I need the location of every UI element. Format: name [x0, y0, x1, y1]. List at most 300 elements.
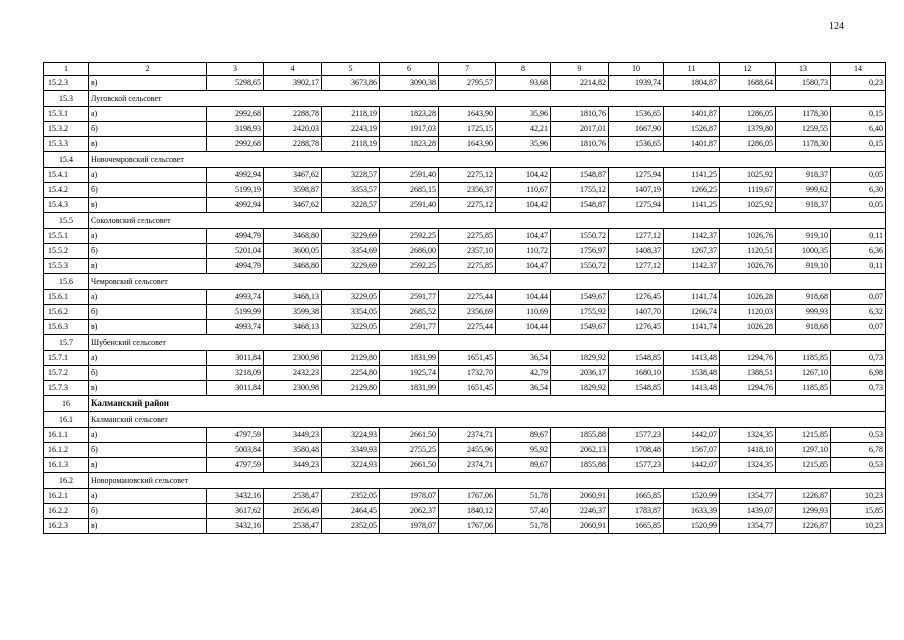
value-cell: 3349,93 [322, 443, 380, 458]
value-cell: 1725,15 [439, 122, 496, 137]
value-cell: 3224,93 [322, 428, 380, 443]
value-cell: 3229,69 [322, 229, 380, 244]
value-cell: 5003,84 [207, 443, 264, 458]
row-variant: б) [89, 183, 207, 198]
section-code: 15.3 [44, 91, 89, 107]
table-row [44, 122, 886, 137]
value-cell: 3673,86 [322, 76, 380, 91]
value-cell: 6,32 [831, 305, 886, 320]
value-cell: 2352,05 [322, 489, 380, 504]
row-variant: в) [89, 76, 207, 91]
value-cell: 2288,78 [264, 107, 322, 122]
value-cell: 1520,99 [664, 489, 720, 504]
value-cell: 3228,57 [322, 198, 380, 213]
value-cell: 1026,28 [720, 290, 776, 305]
value-cell: 1324,35 [720, 428, 776, 443]
value-cell: 1120,03 [720, 305, 776, 320]
row-code: 15.3.1 [44, 107, 89, 122]
table-row [44, 259, 886, 274]
value-cell: 0,11 [831, 229, 886, 244]
value-cell: 2243,19 [322, 122, 380, 137]
value-cell: 2685,52 [380, 305, 439, 320]
value-cell: 1185,85 [776, 351, 831, 366]
value-cell: 3090,38 [380, 76, 439, 91]
value-cell: 1025,92 [720, 198, 776, 213]
value-cell: 1185,85 [776, 381, 831, 396]
value-cell: 1141,74 [664, 320, 720, 335]
table-row [44, 366, 886, 381]
value-cell: 1119,67 [720, 183, 776, 198]
value-cell: 2300,98 [264, 351, 322, 366]
value-cell: 42,79 [496, 366, 551, 381]
table-row [44, 458, 886, 473]
value-cell: 3432,16 [207, 489, 264, 504]
value-cell: 2374,71 [439, 428, 496, 443]
row-variant: б) [89, 443, 207, 458]
column-header: 6 [380, 63, 439, 76]
table-row [44, 428, 886, 443]
value-cell: 2060,91 [551, 519, 609, 534]
value-cell: 1286,05 [720, 107, 776, 122]
row-code: 16.2.1 [44, 489, 89, 504]
value-cell: 6,98 [831, 366, 886, 381]
value-cell: 1804,87 [664, 76, 720, 91]
section-row [44, 335, 886, 351]
value-cell: 1266,74 [664, 305, 720, 320]
value-cell: 104,47 [496, 229, 551, 244]
value-cell: 1275,94 [609, 198, 664, 213]
row-variant: б) [89, 305, 207, 320]
value-cell: 1536,65 [609, 137, 664, 152]
value-cell: 999,93 [776, 305, 831, 320]
value-cell: 1978,07 [380, 519, 439, 534]
value-cell: 3467,62 [264, 198, 322, 213]
value-cell: 3228,57 [322, 168, 380, 183]
section-title: Калманский сельсовет [89, 412, 886, 428]
value-cell: 1379,80 [720, 122, 776, 137]
value-cell: 57,40 [496, 504, 551, 519]
value-cell: 3224,93 [322, 458, 380, 473]
value-cell: 2591,40 [380, 198, 439, 213]
table-row [44, 168, 886, 183]
value-cell: 2591,40 [380, 168, 439, 183]
value-cell: 51,78 [496, 519, 551, 534]
value-cell: 1548,85 [609, 381, 664, 396]
row-code: 16.1.1 [44, 428, 89, 443]
value-cell: 3468,80 [264, 259, 322, 274]
value-cell: 51,78 [496, 489, 551, 504]
value-cell: 110,72 [496, 244, 551, 259]
value-cell: 2246,37 [551, 504, 609, 519]
table-row [44, 320, 886, 335]
value-cell: 4994,79 [207, 259, 264, 274]
value-cell: 2356,69 [439, 305, 496, 320]
section-title: Луговской сельсовет [89, 91, 886, 107]
value-cell: 3449,23 [264, 428, 322, 443]
column-header: 8 [496, 63, 551, 76]
value-cell: 1226,87 [776, 489, 831, 504]
table-row [44, 290, 886, 305]
value-cell: 2062,13 [551, 443, 609, 458]
value-cell: 3467,62 [264, 168, 322, 183]
value-cell: 2275,44 [439, 290, 496, 305]
value-cell: 1840,12 [439, 504, 496, 519]
table-row [44, 381, 886, 396]
row-code: 15.2.3 [44, 76, 89, 91]
value-cell: 1408,37 [609, 244, 664, 259]
value-cell: 3229,05 [322, 290, 380, 305]
value-cell: 5298,65 [207, 76, 264, 91]
row-variant: в) [89, 137, 207, 152]
column-header: 10 [609, 63, 664, 76]
value-cell: 2685,15 [380, 183, 439, 198]
section-row [44, 396, 886, 412]
value-cell: 3580,48 [264, 443, 322, 458]
table-row [44, 229, 886, 244]
table-row [44, 443, 886, 458]
value-cell: 1548,87 [551, 168, 609, 183]
row-code: 15.6.1 [44, 290, 89, 305]
row-code: 16.2.3 [44, 519, 89, 534]
row-variant: а) [89, 168, 207, 183]
value-cell: 1413,48 [664, 381, 720, 396]
value-cell: 0,05 [831, 198, 886, 213]
value-cell: 2275,12 [439, 198, 496, 213]
value-cell: 1354,77 [720, 489, 776, 504]
value-cell: 1141,25 [664, 168, 720, 183]
value-cell: 95,92 [496, 443, 551, 458]
value-cell: 1651,45 [439, 351, 496, 366]
value-cell: 2118,19 [322, 137, 380, 152]
value-cell: 36,54 [496, 351, 551, 366]
row-code: 16.2.2 [44, 504, 89, 519]
row-code: 15.4.1 [44, 168, 89, 183]
value-cell: 2592,25 [380, 229, 439, 244]
value-cell: 1277,12 [609, 259, 664, 274]
value-cell: 1276,45 [609, 320, 664, 335]
value-cell: 1141,74 [664, 290, 720, 305]
value-cell: 1831,99 [380, 381, 439, 396]
value-cell: 4994,79 [207, 229, 264, 244]
value-cell: 1665,85 [609, 519, 664, 534]
value-cell: 1413,48 [664, 351, 720, 366]
value-cell: 919,10 [776, 259, 831, 274]
value-cell: 1520,99 [664, 519, 720, 534]
value-cell: 2656,49 [264, 504, 322, 519]
table-row [44, 183, 886, 198]
value-cell: 1277,12 [609, 229, 664, 244]
value-cell: 1548,87 [551, 198, 609, 213]
value-cell: 1275,94 [609, 168, 664, 183]
value-cell: 2060,91 [551, 489, 609, 504]
row-code: 15.5.2 [44, 244, 89, 259]
value-cell: 1831,99 [380, 351, 439, 366]
row-code: 15.7.2 [44, 366, 89, 381]
row-variant: а) [89, 229, 207, 244]
value-cell: 2036,17 [551, 366, 609, 381]
value-cell: 104,44 [496, 290, 551, 305]
section-row [44, 412, 886, 428]
value-cell: 999,62 [776, 183, 831, 198]
row-variant: в) [89, 458, 207, 473]
value-cell: 1633,39 [664, 504, 720, 519]
value-cell: 1767,06 [439, 489, 496, 504]
value-cell: 1442,07 [664, 458, 720, 473]
value-cell: 104,42 [496, 168, 551, 183]
value-cell: 1829,92 [551, 381, 609, 396]
value-cell: 1401,87 [664, 107, 720, 122]
value-cell: 1401,87 [664, 137, 720, 152]
value-cell: 1025,92 [720, 168, 776, 183]
row-variant: в) [89, 259, 207, 274]
row-code: 15.3.3 [44, 137, 89, 152]
value-cell: 3468,80 [264, 229, 322, 244]
value-cell: 2538,47 [264, 489, 322, 504]
value-cell: 4993,74 [207, 290, 264, 305]
value-cell: 3353,57 [322, 183, 380, 198]
value-cell: 2455,96 [439, 443, 496, 458]
value-cell: 1141,25 [664, 198, 720, 213]
value-cell: 5199,19 [207, 183, 264, 198]
section-code: 16.1 [44, 412, 89, 428]
row-code: 15.5.3 [44, 259, 89, 274]
value-cell: 0,23 [831, 76, 886, 91]
value-cell: 2686,00 [380, 244, 439, 259]
column-header: 14 [831, 63, 886, 76]
value-cell: 1732,70 [439, 366, 496, 381]
row-variant: а) [89, 351, 207, 366]
value-cell: 1680,10 [609, 366, 664, 381]
value-cell: 918,68 [776, 290, 831, 305]
value-cell: 1215,85 [776, 458, 831, 473]
value-cell: 2017,01 [551, 122, 609, 137]
value-cell: 2275,85 [439, 259, 496, 274]
value-cell: 2992,68 [207, 107, 264, 122]
row-code: 15.4.2 [44, 183, 89, 198]
value-cell: 1324,35 [720, 458, 776, 473]
value-cell: 3432,16 [207, 519, 264, 534]
value-cell: 2118,19 [322, 107, 380, 122]
value-cell: 1580,73 [776, 76, 831, 91]
section-row [44, 91, 886, 107]
value-cell: 1267,10 [776, 366, 831, 381]
value-cell: 1418,10 [720, 443, 776, 458]
value-cell: 1259,55 [776, 122, 831, 137]
value-cell: 919,10 [776, 229, 831, 244]
value-cell: 2352,05 [322, 519, 380, 534]
section-title: Новочемровский сельсовет [89, 152, 886, 168]
value-cell: 3449,23 [264, 458, 322, 473]
column-header: 7 [439, 63, 496, 76]
row-variant: в) [89, 198, 207, 213]
value-cell: 2464,45 [322, 504, 380, 519]
value-cell: 2420,03 [264, 122, 322, 137]
value-cell: 1548,85 [609, 351, 664, 366]
value-cell: 2992,68 [207, 137, 264, 152]
value-cell: 3468,13 [264, 290, 322, 305]
row-code: 15.6.3 [44, 320, 89, 335]
row-variant: б) [89, 122, 207, 137]
value-cell: 0,73 [831, 381, 886, 396]
value-cell: 1026,76 [720, 229, 776, 244]
value-cell: 2288,78 [264, 137, 322, 152]
value-cell: 1651,45 [439, 381, 496, 396]
value-cell: 4797,59 [207, 458, 264, 473]
section-code: 16.2 [44, 473, 89, 489]
column-header: 5 [322, 63, 380, 76]
value-cell: 1567,07 [664, 443, 720, 458]
value-cell: 0,05 [831, 168, 886, 183]
value-cell: 2214,82 [551, 76, 609, 91]
value-cell: 0,73 [831, 351, 886, 366]
value-cell: 1939,74 [609, 76, 664, 91]
row-variant: в) [89, 320, 207, 335]
value-cell: 3011,84 [207, 351, 264, 366]
row-variant: б) [89, 244, 207, 259]
value-cell: 35,96 [496, 137, 551, 152]
value-cell: 1294,76 [720, 381, 776, 396]
value-cell: 0,11 [831, 259, 886, 274]
section-row [44, 473, 886, 489]
value-cell: 1354,77 [720, 519, 776, 534]
value-cell: 1538,48 [664, 366, 720, 381]
value-cell: 1276,45 [609, 290, 664, 305]
value-cell: 1215,85 [776, 428, 831, 443]
value-cell: 1226,87 [776, 519, 831, 534]
value-cell: 10,23 [831, 519, 886, 534]
value-cell: 2661,50 [380, 458, 439, 473]
row-variant: б) [89, 504, 207, 519]
value-cell: 6,78 [831, 443, 886, 458]
value-cell: 3599,38 [264, 305, 322, 320]
value-cell: 2356,37 [439, 183, 496, 198]
value-cell: 1577,23 [609, 458, 664, 473]
row-code: 15.6.2 [44, 305, 89, 320]
value-cell: 1442,07 [664, 428, 720, 443]
row-code: 15.7.3 [44, 381, 89, 396]
table-row [44, 137, 886, 152]
value-cell: 3011,84 [207, 381, 264, 396]
value-cell: 1810,76 [551, 107, 609, 122]
value-cell: 1688,64 [720, 76, 776, 91]
value-cell: 1665,85 [609, 489, 664, 504]
value-cell: 918,37 [776, 198, 831, 213]
section-title: Соколовский сельсовет [89, 213, 886, 229]
table-row [44, 198, 886, 213]
value-cell: 1526,87 [664, 122, 720, 137]
value-cell: 1810,76 [551, 137, 609, 152]
section-row [44, 213, 886, 229]
row-variant: а) [89, 428, 207, 443]
section-code: 15.4 [44, 152, 89, 168]
value-cell: 3198,93 [207, 122, 264, 137]
value-cell: 1855,88 [551, 428, 609, 443]
tariff-table [43, 62, 886, 534]
value-cell: 42,21 [496, 122, 551, 137]
value-cell: 1294,76 [720, 351, 776, 366]
row-variant: а) [89, 489, 207, 504]
value-cell: 3902,17 [264, 76, 322, 91]
row-code: 16.1.3 [44, 458, 89, 473]
value-cell: 1978,07 [380, 489, 439, 504]
column-header: 9 [551, 63, 609, 76]
value-cell: 2062,37 [380, 504, 439, 519]
value-cell: 6,30 [831, 183, 886, 198]
value-cell: 3354,05 [322, 305, 380, 320]
value-cell: 1536,65 [609, 107, 664, 122]
value-cell: 3354,69 [322, 244, 380, 259]
value-cell: 4797,59 [207, 428, 264, 443]
value-cell: 1000,35 [776, 244, 831, 259]
value-cell: 5199,99 [207, 305, 264, 320]
value-cell: 1026,76 [720, 259, 776, 274]
value-cell: 36,54 [496, 381, 551, 396]
row-variant: а) [89, 107, 207, 122]
value-cell: 15,85 [831, 504, 886, 519]
value-cell: 2129,80 [322, 351, 380, 366]
value-cell: 2661,50 [380, 428, 439, 443]
value-cell: 2592,25 [380, 259, 439, 274]
value-cell: 1297,10 [776, 443, 831, 458]
value-cell: 2591,77 [380, 290, 439, 305]
value-cell: 1855,88 [551, 458, 609, 473]
value-cell: 3229,05 [322, 320, 380, 335]
value-cell: 0,07 [831, 290, 886, 305]
value-cell: 2538,47 [264, 519, 322, 534]
value-cell: 1708,48 [609, 443, 664, 458]
value-cell: 4992,94 [207, 168, 264, 183]
value-cell: 2795,57 [439, 76, 496, 91]
column-header: 3 [207, 63, 264, 76]
value-cell: 2275,12 [439, 168, 496, 183]
value-cell: 3229,69 [322, 259, 380, 274]
row-code: 15.3.2 [44, 122, 89, 137]
value-cell: 4992,94 [207, 198, 264, 213]
section-title: Чемровский сельсовет [89, 274, 886, 290]
column-header: 1 [44, 63, 89, 76]
section-title: Новоромановский сельсовет [89, 473, 886, 489]
value-cell: 2374,71 [439, 458, 496, 473]
value-cell: 1266,25 [664, 183, 720, 198]
section-row [44, 152, 886, 168]
table-row [44, 519, 886, 534]
value-cell: 1643,90 [439, 107, 496, 122]
value-cell: 1407,19 [609, 183, 664, 198]
value-cell: 104,44 [496, 320, 551, 335]
table-row [44, 107, 886, 122]
value-cell: 10,23 [831, 489, 886, 504]
table-row [44, 351, 886, 366]
value-cell: 110,69 [496, 305, 551, 320]
value-cell: 6,36 [831, 244, 886, 259]
row-variant: б) [89, 366, 207, 381]
value-cell: 2129,80 [322, 381, 380, 396]
value-cell: 1178,30 [776, 137, 831, 152]
row-variant: а) [89, 290, 207, 305]
table-row [44, 244, 886, 259]
column-header: 11 [664, 63, 720, 76]
section-title: Калманский район [89, 396, 886, 412]
table-row [44, 489, 886, 504]
value-cell: 1829,92 [551, 351, 609, 366]
value-cell: 1407,70 [609, 305, 664, 320]
value-cell: 1550,72 [551, 259, 609, 274]
value-cell: 0,15 [831, 107, 886, 122]
value-cell: 1756,97 [551, 244, 609, 259]
row-variant: в) [89, 519, 207, 534]
value-cell: 1120,51 [720, 244, 776, 259]
table-row [44, 305, 886, 320]
